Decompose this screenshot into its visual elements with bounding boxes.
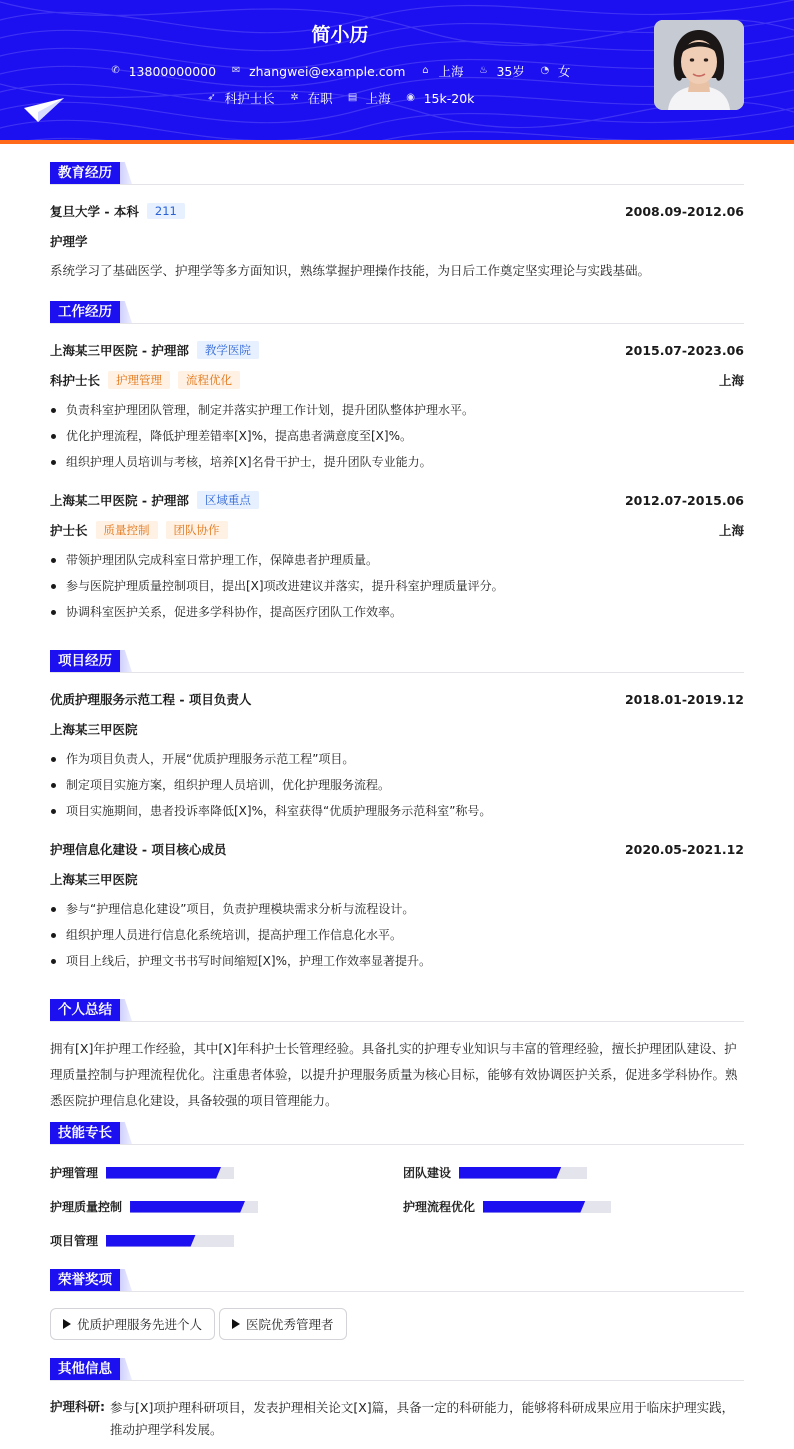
send-icon: ➶ bbox=[207, 92, 216, 103]
work-role: 护士长 bbox=[50, 523, 88, 538]
play-triangle-icon bbox=[63, 1319, 71, 1329]
skill-bar bbox=[483, 1201, 611, 1213]
project-period: 2020.05-2021.12 bbox=[624, 841, 744, 857]
section-divider bbox=[50, 1291, 744, 1292]
gender-text: 女 bbox=[557, 64, 571, 79]
honor-text: 医院优秀管理者 bbox=[246, 1317, 334, 1332]
project-item-header bbox=[50, 840, 744, 858]
section-title-projects bbox=[50, 650, 132, 672]
project-name: 优质护理服务示范工程 - 项目负责人 bbox=[50, 692, 252, 707]
skill-name: 团队建设 bbox=[403, 1166, 452, 1180]
work-role-row bbox=[50, 371, 744, 389]
other-title-label: 其他信息 bbox=[50, 1358, 120, 1380]
skill-name: 项目管理 bbox=[50, 1234, 99, 1248]
title-decoration bbox=[120, 162, 132, 184]
project-name: 护理信息化建设 - 项目核心成员 bbox=[50, 842, 227, 857]
skill-bar-fill bbox=[483, 1201, 585, 1213]
list-item: 项目实施期间，患者投诉率降低[X]%，科室获得“优质护理服务示范科室”称号。 bbox=[50, 798, 744, 824]
resume-header bbox=[0, 0, 794, 140]
position-text: 科护士长 bbox=[224, 91, 275, 106]
skill-bar bbox=[106, 1235, 234, 1247]
list-item: 项目上线后，护理文书书写时间缩短[X]%，护理工作效率显著提升。 bbox=[50, 948, 744, 974]
project-org-row bbox=[50, 870, 744, 888]
email-icon: ✉ bbox=[231, 65, 241, 76]
work-org: 上海某三甲医院 - 护理部 bbox=[50, 343, 189, 358]
list-item: 作为项目负责人，开展“优质护理服务示范工程”项目。 bbox=[50, 746, 744, 772]
skills-title-label: 技能专长 bbox=[50, 1122, 120, 1144]
list-item: 参与医院护理质量控制项目，提出[X]项改进建议并落实，提升科室护理质量评分。 bbox=[50, 573, 744, 599]
project-period: 2018.01-2019.12 bbox=[624, 691, 744, 707]
education-title-label: 教育经历 bbox=[50, 162, 120, 184]
section-divider bbox=[50, 323, 744, 324]
list-item: 优化护理流程，降低护理差错率[X]%，提高患者满意度至[X]%。 bbox=[50, 423, 744, 449]
title-decoration bbox=[120, 650, 132, 672]
profile-photo bbox=[654, 20, 744, 110]
contact-age bbox=[477, 62, 524, 80]
skill-bar-fill bbox=[459, 1167, 561, 1179]
section-title-skills bbox=[50, 1122, 132, 1144]
skill-bar bbox=[459, 1167, 587, 1179]
paper-plane-icon bbox=[24, 98, 64, 122]
contact-gender bbox=[539, 62, 571, 80]
work-item-header bbox=[50, 491, 744, 509]
summary-text: 拥有[X]年护理工作经验，其中[X]年科护士长管理经验。具备扎实的护理专业知识与丰富的管理经验，擅长护理团队建设、护理质量控制与护理流程优化。注重患者体验，以提升护理服务质量为核心目标，能够有效协调医护关系，促进多学科协作。熟悉医院护理信息化建设，具备较强的项目管理能力。 bbox=[50, 1041, 738, 1108]
intention-position bbox=[206, 89, 275, 107]
play-triangle-icon bbox=[232, 1319, 240, 1329]
education-description: 系统学习了基础医学、护理学等多方面知识，熟练掌握护理操作技能，为日后工作奠定坚实理论与实践基础。 bbox=[50, 263, 651, 278]
project-item-header bbox=[50, 690, 744, 708]
work-skill-tag: 流程优化 bbox=[178, 371, 240, 389]
candidate-name: 简小历 bbox=[311, 24, 369, 46]
skill-item bbox=[403, 1198, 611, 1215]
skill-item bbox=[50, 1164, 234, 1181]
skill-bar-fill bbox=[106, 1235, 196, 1247]
education-header-row bbox=[50, 202, 744, 220]
work-org-tag: 区域重点 bbox=[197, 491, 259, 509]
list-item: 协调科室医护关系，促进多学科协作，提高医疗团队工作效率。 bbox=[50, 599, 744, 625]
projects-title-label: 项目经历 bbox=[50, 650, 120, 672]
work-title-label: 工作经历 bbox=[50, 301, 120, 323]
title-decoration bbox=[120, 1358, 132, 1380]
work-city: 上海 bbox=[718, 373, 744, 388]
education-major: 护理学 bbox=[50, 234, 88, 249]
other-info-text: 参与[X]项护理科研项目，发表护理相关论文[X]篇，具备一定的科研能力，能够将科研成果应用于临床护理实践，推动护理学科发展。 bbox=[110, 1400, 735, 1437]
list-item: 制定项目实施方案，组织护理人员培训，优化护理服务流程。 bbox=[50, 772, 744, 798]
city-text: 上海 bbox=[438, 64, 464, 79]
list-item: 参与“护理信息化建设”项目，负责护理模块需求分析与流程设计。 bbox=[50, 896, 744, 922]
job-intention-row bbox=[0, 89, 680, 107]
section-title-work bbox=[50, 301, 132, 323]
honor-text: 优质护理服务先进个人 bbox=[77, 1317, 203, 1332]
skill-bar-fill bbox=[130, 1201, 245, 1213]
skill-item bbox=[50, 1232, 234, 1249]
skill-name: 护理管理 bbox=[50, 1166, 99, 1180]
work-org-tag: 教学医院 bbox=[197, 341, 259, 359]
honor-item bbox=[219, 1308, 347, 1340]
skill-item bbox=[403, 1164, 587, 1181]
email-text: zhangwei@example.com bbox=[249, 63, 406, 79]
salary-text: 15k-20k bbox=[423, 90, 475, 106]
skill-name: 护理流程优化 bbox=[403, 1200, 476, 1214]
honor-item bbox=[50, 1308, 215, 1340]
list-item: 带领护理团队完成科室日常护理工作，保障患者护理质量。 bbox=[50, 547, 744, 573]
work-period: 2015.07-2023.06 bbox=[624, 342, 744, 358]
title-decoration bbox=[120, 1122, 132, 1144]
list-item: 负责科室护理团队管理，制定并落实护理工作计划，提升团队整体护理水平。 bbox=[50, 397, 744, 423]
project-org: 上海某三甲医院 bbox=[50, 722, 138, 737]
section-title-education bbox=[50, 162, 132, 184]
project-bullets bbox=[50, 896, 744, 974]
age-icon: ♨ bbox=[478, 65, 488, 76]
title-decoration bbox=[120, 301, 132, 323]
list-item: 组织护理人员进行信息化系统培训，提高护理工作信息化水平。 bbox=[50, 922, 744, 948]
header-accent-bar bbox=[0, 140, 794, 144]
title-decoration bbox=[120, 999, 132, 1021]
title-decoration bbox=[120, 1269, 132, 1291]
status-icon: ✲ bbox=[290, 92, 299, 103]
summary-title-label: 个人总结 bbox=[50, 999, 120, 1021]
contact-email bbox=[230, 62, 405, 80]
school-degree: 复旦大学 - 本科 bbox=[50, 204, 139, 219]
age-text: 35岁 bbox=[496, 64, 525, 79]
section-title-summary bbox=[50, 999, 132, 1021]
work-org: 上海某二甲医院 - 护理部 bbox=[50, 493, 189, 508]
work-skill-tag: 护理管理 bbox=[108, 371, 170, 389]
honors-title-label: 荣誉奖项 bbox=[50, 1269, 120, 1291]
work-item-header bbox=[50, 341, 744, 359]
work-city: 上海 bbox=[718, 523, 744, 538]
work-role: 科护士长 bbox=[50, 373, 101, 388]
section-divider bbox=[50, 184, 744, 185]
work-period: 2012.07-2015.06 bbox=[624, 492, 744, 508]
section-title-honors bbox=[50, 1269, 132, 1291]
work-skill-tag: 质量控制 bbox=[96, 521, 158, 539]
status-text: 在职 bbox=[307, 91, 333, 106]
work-skill-tag: 团队协作 bbox=[166, 521, 228, 539]
project-org-row bbox=[50, 720, 744, 738]
salary-icon: ◉ bbox=[406, 92, 415, 103]
gender-icon: ◔ bbox=[540, 65, 550, 76]
contact-info-row bbox=[0, 62, 680, 80]
section-divider bbox=[50, 1144, 744, 1145]
section-divider bbox=[50, 1380, 744, 1381]
education-period: 2008.09-2012.06 bbox=[624, 203, 744, 219]
contact-phone bbox=[110, 62, 216, 80]
intention-city bbox=[347, 89, 391, 107]
home-icon: ⌂ bbox=[422, 65, 429, 76]
phone-icon: ✆ bbox=[111, 65, 120, 76]
contact-city bbox=[419, 62, 463, 80]
section-divider bbox=[50, 672, 744, 673]
intention-salary bbox=[405, 89, 475, 107]
section-title-other bbox=[50, 1358, 132, 1380]
phone-text: 13800000000 bbox=[128, 63, 217, 79]
work-bullets bbox=[50, 397, 744, 475]
project-org: 上海某三甲医院 bbox=[50, 872, 138, 887]
intention-status bbox=[289, 89, 333, 107]
skill-bar-fill bbox=[106, 1167, 221, 1179]
project-bullets bbox=[50, 746, 744, 824]
other-info-label: 护理科研: bbox=[50, 1399, 105, 1414]
skill-bar bbox=[130, 1201, 258, 1213]
skill-item bbox=[50, 1198, 258, 1215]
education-major-row bbox=[50, 232, 744, 250]
building-icon: ▤ bbox=[347, 92, 358, 103]
skill-bar bbox=[106, 1167, 234, 1179]
section-divider bbox=[50, 1021, 744, 1022]
list-item: 组织护理人员培训与考核，培养[X]名骨干护士，提升团队专业能力。 bbox=[50, 449, 744, 475]
skill-name: 护理质量控制 bbox=[50, 1200, 123, 1214]
intention-city-text: 上海 bbox=[365, 91, 391, 106]
work-bullets bbox=[50, 547, 744, 625]
school-tag: 211 bbox=[147, 203, 185, 219]
work-role-row bbox=[50, 521, 744, 539]
